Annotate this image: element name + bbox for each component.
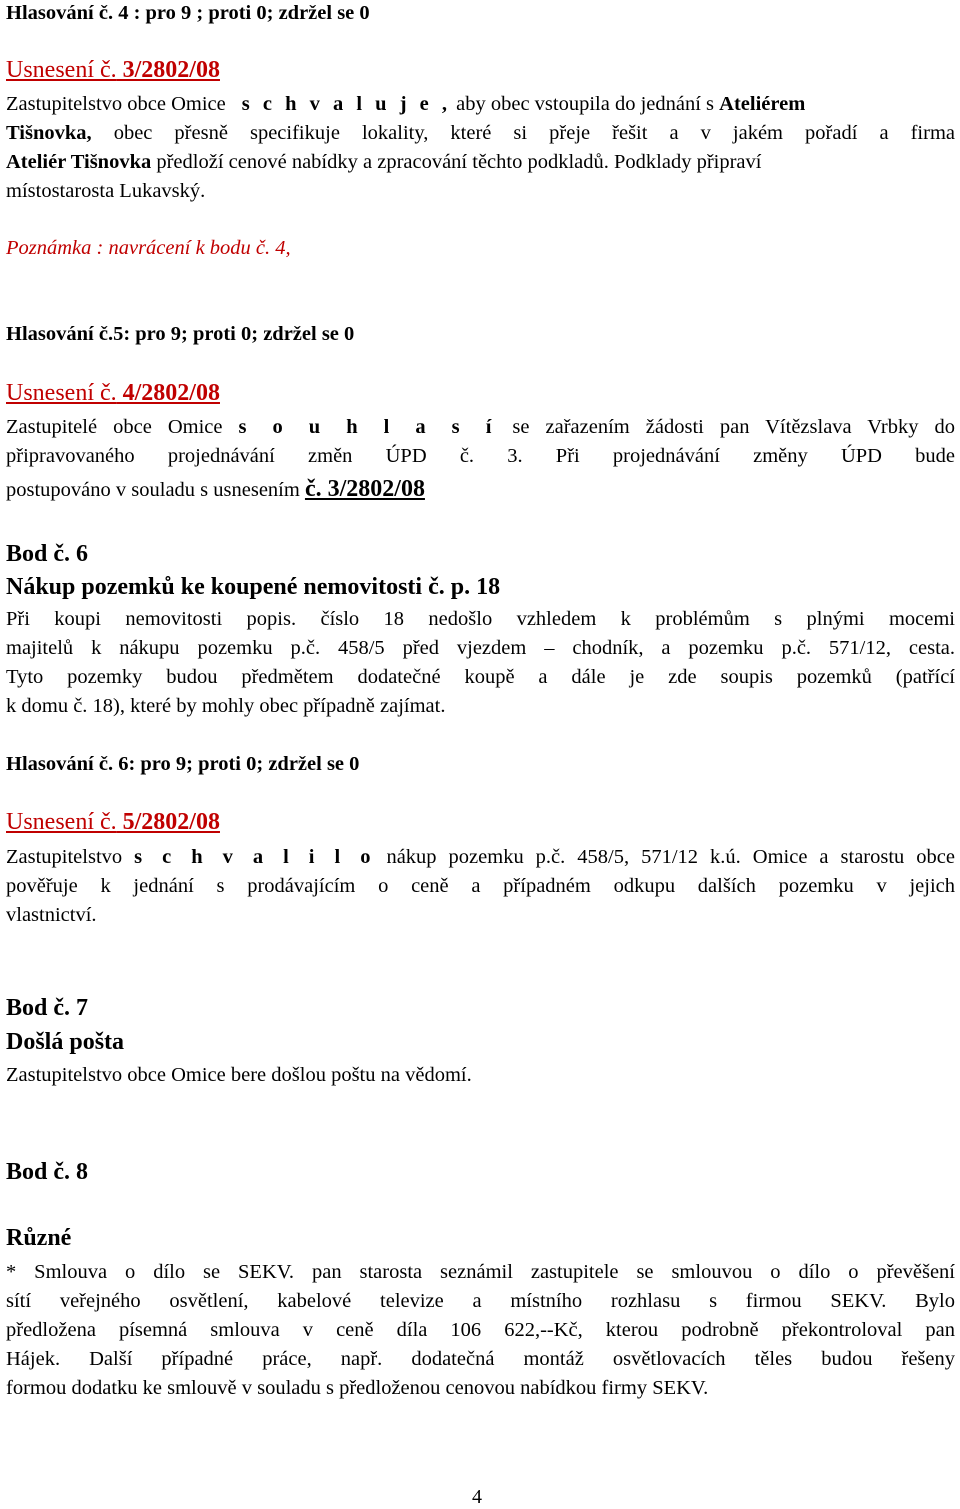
bod-6-number: Bod č. 6 (6, 541, 89, 567)
resolution-4-title-b: 4/2802/08 (116, 380, 220, 406)
bod-8-line-1: * Smlouva o dílo se SEKV. pan starosta seznámil zastupitele se smlouvou o dílo o převěšení (6, 1261, 955, 1283)
r4-l1b: s o u h l a s í (238, 416, 497, 438)
vote-5: Hlasování č.5: pro 9; proti 0; zdržel se 0 (6, 323, 355, 345)
r3-l1b: s c h v a l u j e , (241, 93, 451, 115)
bod-7-number: Bod č. 7 (6, 995, 89, 1021)
r4-l3a: postupováno v souladu s usnesením (6, 479, 305, 501)
r3-l2b: obec přesně specifikuje lokality, které si přeje řešit a v jakém pořadí a firma (91, 122, 955, 144)
r3-l3b: předloží cenové nabídky a zpracování těchto podkladů. Podklady připraví (151, 151, 762, 173)
bod-6-line-1: Při koupi nemovitosti popis. číslo 18 nedošlo vzhledem k problémům s plnými mocemi (6, 608, 955, 630)
resolution-3-line-1 (6, 91, 955, 117)
resolution-3-line-3 (6, 149, 955, 175)
bod-8-title: Různé (6, 1225, 72, 1251)
bod-6-line-2: majitelů k nákupu pozemku p.č. 458/5 před vjezdem – chodník, a pozemku p.č. 571/12, cesta. (6, 637, 955, 659)
vote-4: Hlasování č. 4 : pro 9 ; proti 0; zdržel se 0 (6, 2, 370, 24)
r4-l3b: č. 3/2802/08 (304, 476, 425, 502)
bod-6-title: Nákup pozemků ke koupené nemovitosti č. p. 18 (6, 574, 501, 600)
resolution-3-note: Poznámka : navrácení k bodu č. 4, (6, 237, 291, 259)
r5-l1b: s c h v a l i l o (134, 846, 375, 868)
resolution-4-line-3 (6, 476, 425, 503)
resolution-3-title-b: 3/2802/08 (116, 57, 220, 83)
r3-l2a: Tišnovka, (6, 122, 92, 144)
resolution-5-title-b: 5/2802/08 (116, 809, 220, 835)
bod-6-line-4: k domu č. 18), které by mohly obec případně zajímat. (6, 695, 446, 717)
resolution-5-line-2: pověřuje k jednání s prodávajícím o ceně a případném odkupu dalších pozemku v jejich (6, 875, 955, 897)
bod-7-line-1: Zastupitelstvo obce Omice bere došlou poštu na vědomí. (6, 1064, 472, 1086)
resolution-4-line-2: připravovaného projednávání změn ÚPD č. 3. Při projednávání změny ÚPD bude (6, 445, 955, 467)
bod-8-number: Bod č. 8 (6, 1159, 89, 1185)
resolution-3-title-a: Usnesení č. (6, 57, 117, 83)
resolution-4-title-a: Usnesení č. (6, 380, 117, 406)
r5-l1a: Zastupitelstvo (6, 846, 135, 868)
resolution-3-line-4: místostarosta Lukavský. (6, 180, 206, 202)
resolution-5-title (6, 809, 220, 835)
bod-8-line-4: Hájek. Další případné práce, např. dodatečná montáž osvětlovacích těles budou řešeny (6, 1348, 955, 1370)
resolution-4-line-1 (6, 414, 955, 440)
vote-6: Hlasování č. 6: pro 9; proti 0; zdržel se 0 (6, 753, 360, 775)
r3-l1c: aby obec vstoupila do jednání s (451, 93, 720, 115)
page-number: 4 (472, 1486, 482, 1508)
resolution-5-title-a: Usnesení č. (6, 809, 117, 835)
bod-7-title: Došlá pošta (6, 1029, 125, 1055)
r3-l1a: Zastupitelstvo obce Omice (6, 93, 226, 115)
r4-l1c: se zařazením žádosti pan Vítězslava Vrbky do (496, 416, 955, 438)
resolution-4-title (6, 380, 220, 406)
r3-l1d: Ateliérem (719, 93, 806, 115)
bod-8-line-5: formou dodatku ke smlouvě v souladu s předloženou cenovou nabídkou firmy SEKV. (6, 1377, 709, 1399)
resolution-5-line-1 (6, 844, 955, 870)
resolution-3-line-2 (6, 120, 955, 146)
bod-6-line-3: Tyto pozemky budou předmětem dodatečné koupě a dále je zde soupis pozemků (patřící (6, 666, 955, 688)
bod-8-line-3: předložena písemná smlouva v ceně díla 106 622,--Kč, kterou podrobně překontroloval pan (6, 1319, 955, 1341)
r3-l3a: Ateliér Tišnovka (6, 151, 152, 173)
r4-l1a: Zastupitelé obce Omice (6, 416, 239, 438)
resolution-5-line-3: vlastnictví. (6, 904, 97, 926)
r5-l1c: nákup pozemku p.č. 458/5, 571/12 k.ú. Omice a starostu obce (374, 846, 955, 868)
resolution-3-title (6, 57, 220, 83)
bod-8-line-2: sítí veřejného osvětlení, kabelové televize a místního rozhlasu s firmou SEKV. Bylo (6, 1290, 955, 1312)
